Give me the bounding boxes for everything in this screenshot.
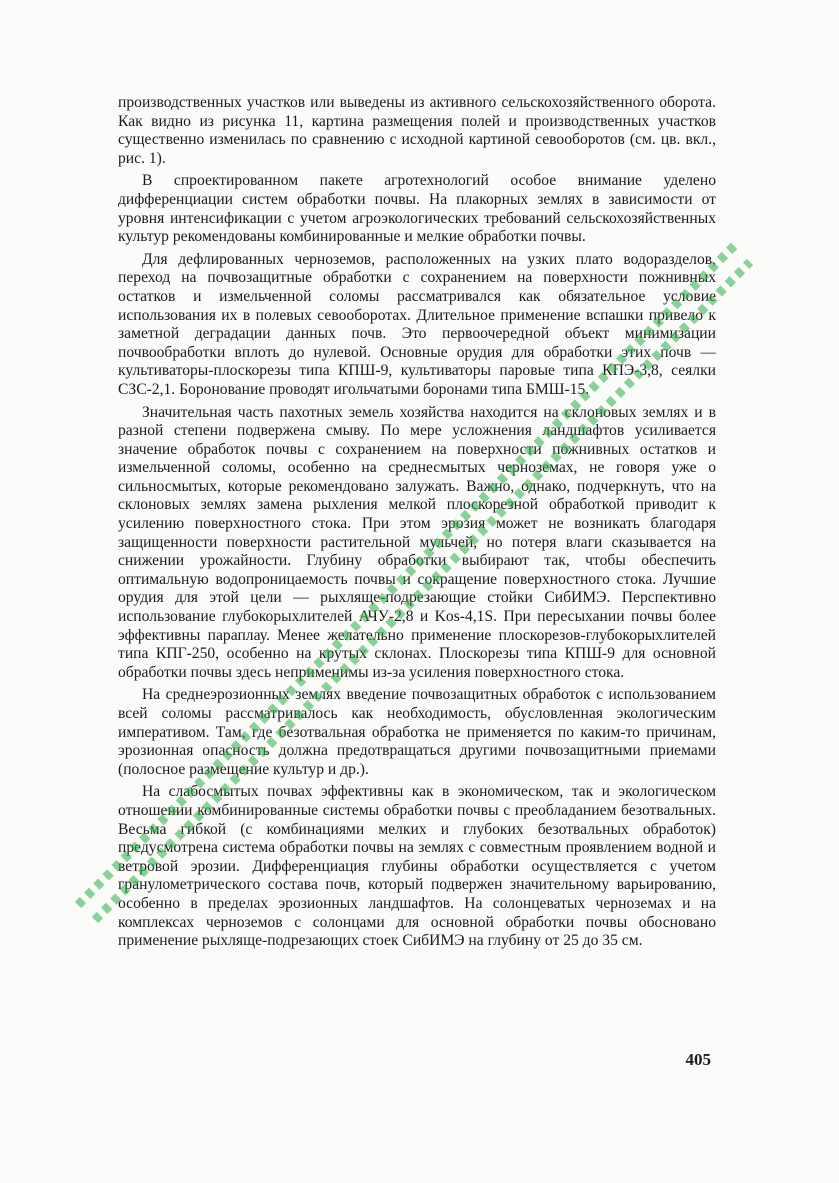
paragraph-4: Значительная часть пахотных земель хозяйства находится на склоновых землях и в разной степени подвержена смыву. По мере усложнения ландшафтов усиливается значение обработок почвы с сохранением на поверхности пожнивных остатков и измельченной соломы, особенно на среднесмытых черноземах, не говоря уже о сильносмытых, которые рекомендовано залужать. Важно, однако, подчеркнуть, что на склоновых землях замена рыхления мелкой плоскорезной обработкой приводит к усилению поверхностного стока. При этом эрозия может не возникать благодаря защищенности поверхности растительной мульчей, но потеря влаги сказывается на снижении урожайности. Глубину обработки выбирают так, чтобы обеспечить оптимальную водопроницаемость почвы и сокращение поверхностного стока. Лучшие орудия для этой цели — рыхляще-подрезающие стойки СибИМЭ. Перспективно использование глубокорыхлителей АЧУ-2,8 и Kos-4,1S. При пересыхании почвы более эффективны параплау. Менее желательно применение плоскорезов-глубокорыхлителей типа КПГ-250, особенно на крутых склонах. Плоскорезы типа КПШ-9 для основной обработки почвы здесь неприменимы из-за усиления поверхностного стока. [118, 403, 716, 681]
paragraph-5: На среднеэрозионных землях введение почвозащитных обработок с использованием всей соломы рассматривалось как необходимость, обусловленная экологическим императивом. Там, где безотвальная обработка не применяется по каким-то причинам, эрозионная опасность должна предотвращаться другими почвозащитными приемами (полосное размещение культур и др.). [118, 686, 716, 778]
body-text [118, 94, 716, 955]
paragraph-2: В спроектированном пакете агротехнологий особое внимание уделено дифференциации систем обработки почвы. На плакорных землях в зависимости от уровня интенсификации с учетом агроэкологических требований сельскохозяйственных культур рекомендованы комбинированные и мелкие обработки почвы. [118, 172, 716, 246]
paragraph-3: Для дефлированных черноземов, расположенных на узких плато водоразделов, переход на почвозащитные обработки с сохранением на поверхности пожнивных остатков и измельченной соломы рассматривался как обязательное условие использования их в полевых севооборотах. Длительное применение вспашки привело к заметной деградации данных почв. Это первоочередной объект минимизации почвообработки вплоть до нулевой. Основные орудия для обработки этих почв — культиваторы-плоскорезы типа КПШ-9, культиваторы паровые типа КПЭ-3,8, сеялки СЗС-2,1. Боронование проводят игольчатыми боронами типа БМШ-15. [118, 250, 716, 398]
paragraph-1: производственных участков или выведены из активного сельскохозяйственного оборота. Как видно из рисунка 11, картина размещения полей и производственных участков существенно изменилась по сравнению с исходной картиной севооборотов (см. цв. вкл., рис. 1). [118, 94, 716, 167]
paragraph-6: На слабосмытых почвах эффективны как в экономическом, так и экологическом отношении комбинированные системы обработки почвы с преобладанием безотвальных. Весьма гибкой (с комбинациями мелких и глубоких безотвальных обработок) предусмотрена система обработки почвы на землях с совместным проявлением водной и ветровой эрозии. Дифференциация глубины обработки осуществляется с учетом гранулометрического состава почв, который подвержен значительному варьированию, особенно в пределах эрозионных ландшафтов. На солонцеватых черноземах и на комплексах черноземов с солонцами для основной обработки почвы обосновано применение рыхляще-подрезающих стоек СибИМЭ на глубину от 25 до 35 см. [118, 783, 716, 950]
page-number: 405 [685, 1050, 711, 1069]
